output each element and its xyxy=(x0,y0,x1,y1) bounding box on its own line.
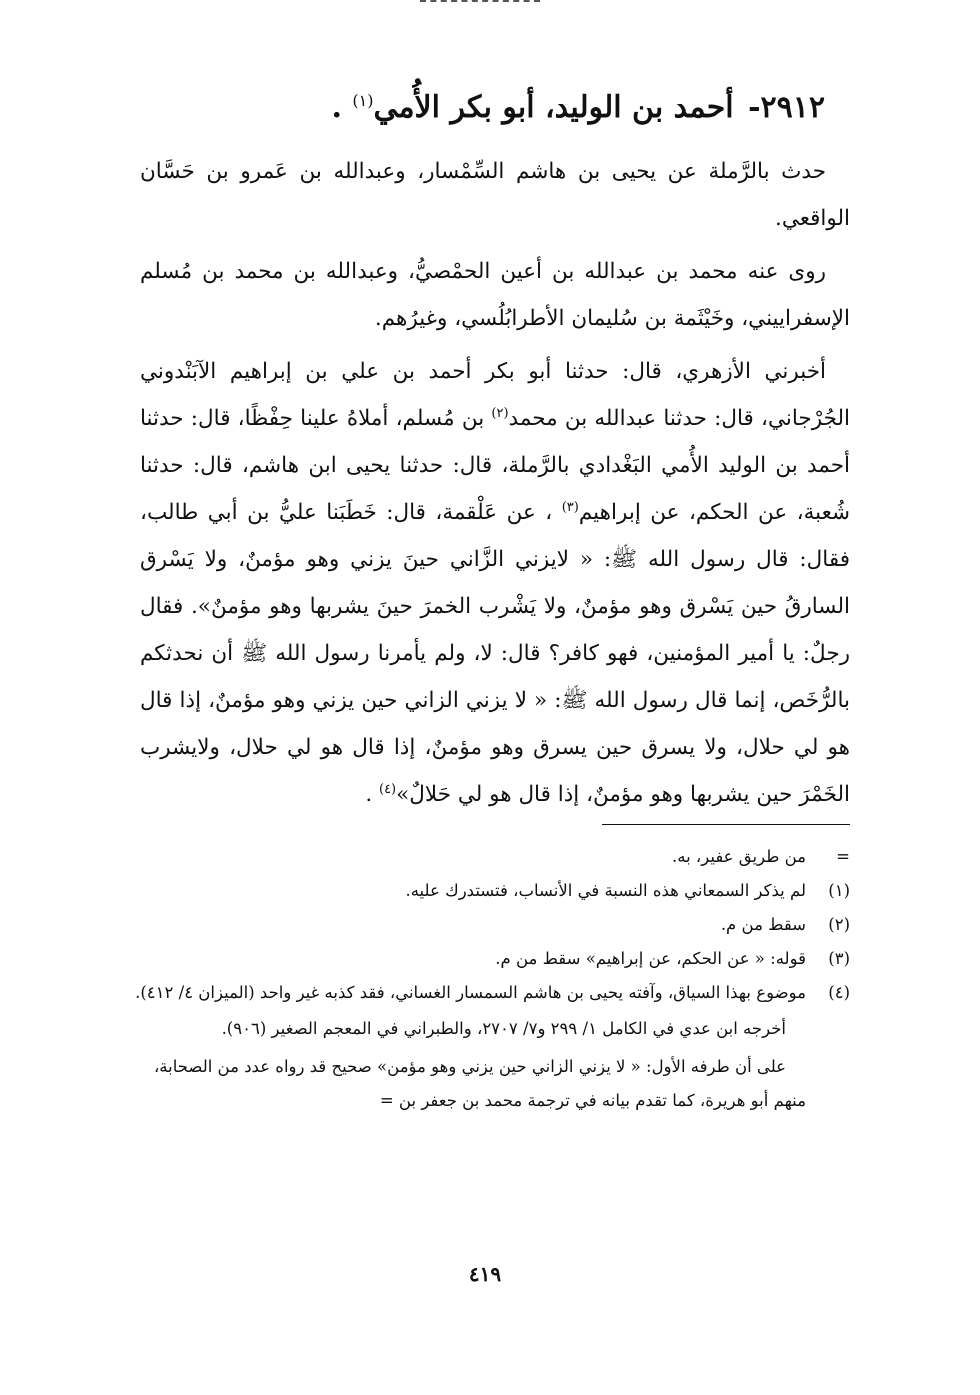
footnote-1 xyxy=(135,874,850,908)
footnote-4-text: موضوع بهذا السياق، وآفته يحيى بن هاشم السمسار الغساني، فقد كذبه غير واحد (الميزان ٤/ ٤١٢). xyxy=(135,983,806,1002)
footnote-ref-4: (٤) xyxy=(378,781,397,797)
paragraph-3-end: . xyxy=(365,782,379,807)
entry-number: ٢٩١٢- xyxy=(748,90,825,125)
paragraph-2: روى عنه محمد بن عبدالله بن أعين الحمْصيُّ، وعبدالله بن محمد بن مُسلم الإسفراييني، وخَيْثَمة بن سُليمان الأطرابُلُسي، وغيرُهم. xyxy=(140,259,850,331)
footnote-4-extra-2-text xyxy=(135,1050,806,1118)
footnote-4-extra-1-text: أخرجه ابن عدي في الكامل ١/ ٢٩٩ و٧/ ٢٧٠٧، والطبراني في المعجم الصغير (٩٠٦). xyxy=(221,1019,786,1038)
heading-footnote-ref: (١) xyxy=(352,91,374,110)
footnote-continuation xyxy=(135,840,850,874)
footnote-continuation-text: من طريق عفير، به. xyxy=(671,847,806,866)
entry-title: أحمد بن الوليد، أبو بكر الأُمي xyxy=(373,90,734,125)
heading-end: . xyxy=(331,90,353,125)
footnote-2-text: سقط من م. xyxy=(720,915,806,934)
footnote-3 xyxy=(135,942,850,976)
footnotes xyxy=(135,840,850,1120)
footnote-4-extra-2-continuation: = xyxy=(379,1091,394,1110)
footnote-3-text: قوله: « عن الحكم، عن إبراهيم» سقط من م. xyxy=(495,949,806,968)
top-scan-mark xyxy=(420,0,540,6)
footnote-separator xyxy=(602,824,850,825)
footnote-4-extra-2-body: على أن طرفه الأول: « لا يزني الزاني حين يزني وهو مؤمن» صحيح قد رواه عدد من الصحابة، منهم أبو هريرة، كما تقدم بيانه في ترجمة محمد بن جعفر بن xyxy=(153,1057,806,1110)
footnote-4-extra-1 xyxy=(135,1010,850,1048)
paragraph-3 xyxy=(140,348,850,818)
paragraph-3-part-3: ، عن عَلْقمة، قال: خَطَبَنا عليُّ بن أبي طالب، فقال: قال رسول الله ﷺ: « لايزني الزَّاني حينَ يزني وهو مؤمنٌ، ولا يَسْرق السارقُ حين يَسْرق وهو مؤمنٌ، ولا يَشْرب الخمرَ حينَ يشربها وهو مؤمنٌ». فقال رجلٌ: يا أمير المؤمنين، فهو كافر؟ قال: لا، ولم يأمرنا رسول الله ﷺ أن نحدثكم بالرُّخَص، إنما قال رسول الله ﷺ: « لا يزني الزاني حين يزني وهو مؤمنٌ، إذا قال هو لي حلال، ولا يسرق حين يسرق وهو مؤمنٌ، إذا قال هو لي حلال، ولايشرب الخَمْرَ حين يشربها وهو مؤمنٌ، إذا قال هو لي حَلالٌ» xyxy=(140,500,850,807)
footnote-ref-3: (٣) xyxy=(561,499,579,515)
footnote-1-mark: (١) xyxy=(828,881,850,900)
paragraph-1: حدث بالرَّملة عن يحيى بن هاشم السِّمْسار، وعبدالله بن عَمرو بن حَسَّان الواقعي. xyxy=(140,159,850,231)
entry-heading xyxy=(125,78,825,131)
footnote-4-mark: (٤) xyxy=(828,983,850,1002)
footnote-continuation-mark: = xyxy=(836,847,850,866)
paragraph-3-part-2: بن مُسلم، أملاهُ علينا حِفْظًا، قال: حدثنا أحمد بن الوليد الأُمي البَغْدادي بالرَّملة، قال: حدثنا يحيى ابن هاشم، قال: حدثنا شُعبة، عن الحكم، عن إبراهيم xyxy=(140,406,850,525)
paragraph-3-part-1: أخبرني الأزهري، قال: حدثنا أبو بكر أحمد بن علي بن إبراهيم الآبَنْدوني الجُرْجاني، قال: حدثنا عبدالله بن محمد xyxy=(140,359,850,431)
footnote-ref-2: (٢) xyxy=(491,405,509,421)
footnote-2 xyxy=(135,908,850,942)
main-text xyxy=(140,148,850,824)
footnote-4-extra-2 xyxy=(135,1048,850,1120)
footnote-4 xyxy=(135,976,850,1010)
page-number: ٤١٩ xyxy=(468,1262,502,1286)
footnote-2-mark: (٢) xyxy=(828,915,850,934)
footnote-1-text: لم يذكر السمعاني هذه النسبة في الأنساب، فتستدرك عليه. xyxy=(405,881,806,900)
footnote-3-mark: (٣) xyxy=(828,949,850,968)
